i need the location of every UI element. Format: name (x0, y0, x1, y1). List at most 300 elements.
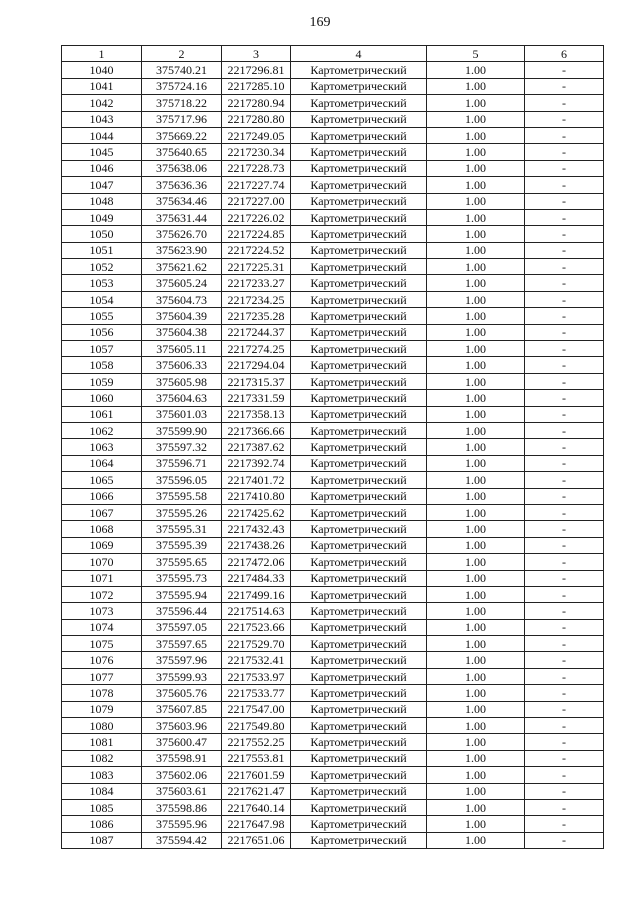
x-coordinate-cell: 375717.96 (142, 111, 222, 127)
method-cell: Картометрический (291, 570, 427, 586)
y-coordinate-cell: 2217285.10 (222, 78, 291, 94)
y-coordinate-cell: 2217294.04 (222, 357, 291, 373)
x-coordinate-cell: 375638.06 (142, 160, 222, 176)
method-cell: Картометрический (291, 603, 427, 619)
column-header: 5 (427, 46, 525, 62)
method-cell: Картометрический (291, 619, 427, 635)
note-cell: - (525, 78, 604, 94)
table-row (62, 832, 604, 848)
method-cell: Картометрический (291, 324, 427, 340)
note-cell: - (525, 832, 604, 848)
method-cell: Картометрический (291, 308, 427, 324)
method-cell: Картометрический (291, 127, 427, 143)
accuracy-cell: 1.00 (427, 341, 525, 357)
note-cell: - (525, 259, 604, 275)
table-header-row (62, 46, 604, 62)
table-row (62, 209, 604, 225)
x-coordinate-cell: 375607.85 (142, 701, 222, 717)
table-body (62, 62, 604, 849)
note-cell: - (525, 570, 604, 586)
method-cell: Картометрический (291, 537, 427, 553)
y-coordinate-cell: 2217227.74 (222, 177, 291, 193)
note-cell: - (525, 193, 604, 209)
y-coordinate-cell: 2217226.02 (222, 209, 291, 225)
table-row (62, 78, 604, 94)
x-coordinate-cell: 375724.16 (142, 78, 222, 94)
x-coordinate-cell: 375598.86 (142, 799, 222, 815)
table-row (62, 226, 604, 242)
accuracy-cell: 1.00 (427, 603, 525, 619)
method-cell: Картометрический (291, 160, 427, 176)
accuracy-cell: 1.00 (427, 832, 525, 848)
point-number-cell: 1041 (62, 78, 142, 94)
table-row (62, 734, 604, 750)
note-cell: - (525, 799, 604, 815)
note-cell: - (525, 554, 604, 570)
x-coordinate-cell: 375636.36 (142, 177, 222, 193)
accuracy-cell: 1.00 (427, 685, 525, 701)
note-cell: - (525, 291, 604, 307)
note-cell: - (525, 783, 604, 799)
accuracy-cell: 1.00 (427, 570, 525, 586)
note-cell: - (525, 537, 604, 553)
point-number-cell: 1059 (62, 373, 142, 389)
method-cell: Картометрический (291, 832, 427, 848)
point-number-cell: 1053 (62, 275, 142, 291)
column-header: 1 (62, 46, 142, 62)
table-row (62, 652, 604, 668)
table-row (62, 111, 604, 127)
point-number-cell: 1055 (62, 308, 142, 324)
accuracy-cell: 1.00 (427, 521, 525, 537)
table-row (62, 636, 604, 652)
point-number-cell: 1070 (62, 554, 142, 570)
table-row (62, 767, 604, 783)
note-cell: - (525, 750, 604, 766)
x-coordinate-cell: 375599.93 (142, 668, 222, 684)
note-cell: - (525, 668, 604, 684)
x-coordinate-cell: 375604.73 (142, 291, 222, 307)
note-cell: - (525, 504, 604, 520)
table-row (62, 177, 604, 193)
x-coordinate-cell: 375603.61 (142, 783, 222, 799)
y-coordinate-cell: 2217410.80 (222, 488, 291, 504)
x-coordinate-cell: 375595.39 (142, 537, 222, 553)
method-cell: Картометрический (291, 439, 427, 455)
accuracy-cell: 1.00 (427, 586, 525, 602)
accuracy-cell: 1.00 (427, 242, 525, 258)
y-coordinate-cell: 2217234.25 (222, 291, 291, 307)
y-coordinate-cell: 2217533.77 (222, 685, 291, 701)
x-coordinate-cell: 375604.38 (142, 324, 222, 340)
point-number-cell: 1063 (62, 439, 142, 455)
accuracy-cell: 1.00 (427, 275, 525, 291)
table-row (62, 816, 604, 832)
table-row (62, 242, 604, 258)
note-cell: - (525, 603, 604, 619)
method-cell: Картометрический (291, 668, 427, 684)
method-cell: Картометрический (291, 357, 427, 373)
method-cell: Картометрический (291, 341, 427, 357)
accuracy-cell: 1.00 (427, 308, 525, 324)
y-coordinate-cell: 2217296.81 (222, 62, 291, 78)
method-cell: Картометрический (291, 685, 427, 701)
table-row (62, 668, 604, 684)
y-coordinate-cell: 2217315.37 (222, 373, 291, 389)
accuracy-cell: 1.00 (427, 144, 525, 160)
point-number-cell: 1086 (62, 816, 142, 832)
note-cell: - (525, 160, 604, 176)
table-row (62, 619, 604, 635)
x-coordinate-cell: 375597.96 (142, 652, 222, 668)
coordinates-table (61, 45, 604, 849)
point-number-cell: 1077 (62, 668, 142, 684)
note-cell: - (525, 111, 604, 127)
point-number-cell: 1042 (62, 95, 142, 111)
accuracy-cell: 1.00 (427, 226, 525, 242)
method-cell: Картометрический (291, 586, 427, 602)
x-coordinate-cell: 375599.90 (142, 422, 222, 438)
x-coordinate-cell: 375595.65 (142, 554, 222, 570)
x-coordinate-cell: 375596.71 (142, 455, 222, 471)
note-cell: - (525, 275, 604, 291)
method-cell: Картометрический (291, 701, 427, 717)
note-cell: - (525, 767, 604, 783)
y-coordinate-cell: 2217224.52 (222, 242, 291, 258)
note-cell: - (525, 685, 604, 701)
x-coordinate-cell: 375597.32 (142, 439, 222, 455)
method-cell: Картометрический (291, 390, 427, 406)
accuracy-cell: 1.00 (427, 95, 525, 111)
accuracy-cell: 1.00 (427, 636, 525, 652)
point-number-cell: 1057 (62, 341, 142, 357)
x-coordinate-cell: 375740.21 (142, 62, 222, 78)
x-coordinate-cell: 375595.31 (142, 521, 222, 537)
point-number-cell: 1076 (62, 652, 142, 668)
table-row (62, 439, 604, 455)
x-coordinate-cell: 375601.03 (142, 406, 222, 422)
accuracy-cell: 1.00 (427, 455, 525, 471)
table-row (62, 390, 604, 406)
x-coordinate-cell: 375634.46 (142, 193, 222, 209)
note-cell: - (525, 701, 604, 717)
note-cell: - (525, 718, 604, 734)
method-cell: Картометрический (291, 111, 427, 127)
x-coordinate-cell: 375605.11 (142, 341, 222, 357)
method-cell: Картометрический (291, 816, 427, 832)
table-row (62, 422, 604, 438)
y-coordinate-cell: 2217358.13 (222, 406, 291, 422)
note-cell: - (525, 734, 604, 750)
y-coordinate-cell: 2217366.66 (222, 422, 291, 438)
x-coordinate-cell: 375631.44 (142, 209, 222, 225)
note-cell: - (525, 62, 604, 78)
x-coordinate-cell: 375626.70 (142, 226, 222, 242)
note-cell: - (525, 816, 604, 832)
note-cell: - (525, 652, 604, 668)
method-cell: Картометрический (291, 799, 427, 815)
method-cell: Картометрический (291, 275, 427, 291)
table-row (62, 291, 604, 307)
x-coordinate-cell: 375595.58 (142, 488, 222, 504)
table-row (62, 127, 604, 143)
accuracy-cell: 1.00 (427, 799, 525, 815)
note-cell: - (525, 488, 604, 504)
x-coordinate-cell: 375603.96 (142, 718, 222, 734)
y-coordinate-cell: 2217387.62 (222, 439, 291, 455)
point-number-cell: 1064 (62, 455, 142, 471)
y-coordinate-cell: 2217224.85 (222, 226, 291, 242)
x-coordinate-cell: 375596.05 (142, 472, 222, 488)
method-cell: Картометрический (291, 144, 427, 160)
point-number-cell: 1044 (62, 127, 142, 143)
accuracy-cell: 1.00 (427, 619, 525, 635)
note-cell: - (525, 209, 604, 225)
x-coordinate-cell: 375605.76 (142, 685, 222, 701)
method-cell: Картометрический (291, 95, 427, 111)
method-cell: Картометрический (291, 226, 427, 242)
table-row (62, 308, 604, 324)
accuracy-cell: 1.00 (427, 127, 525, 143)
point-number-cell: 1083 (62, 767, 142, 783)
y-coordinate-cell: 2217647.98 (222, 816, 291, 832)
accuracy-cell: 1.00 (427, 701, 525, 717)
method-cell: Картометрический (291, 291, 427, 307)
table-row (62, 718, 604, 734)
method-cell: Картометрический (291, 521, 427, 537)
accuracy-cell: 1.00 (427, 718, 525, 734)
accuracy-cell: 1.00 (427, 62, 525, 78)
point-number-cell: 1085 (62, 799, 142, 815)
accuracy-cell: 1.00 (427, 406, 525, 422)
table-row (62, 373, 604, 389)
table-row (62, 193, 604, 209)
point-number-cell: 1047 (62, 177, 142, 193)
point-number-cell: 1056 (62, 324, 142, 340)
x-coordinate-cell: 375595.26 (142, 504, 222, 520)
accuracy-cell: 1.00 (427, 554, 525, 570)
method-cell: Картометрический (291, 455, 427, 471)
y-coordinate-cell: 2217532.41 (222, 652, 291, 668)
x-coordinate-cell: 375594.42 (142, 832, 222, 848)
accuracy-cell: 1.00 (427, 291, 525, 307)
x-coordinate-cell: 375595.73 (142, 570, 222, 586)
table-row (62, 586, 604, 602)
x-coordinate-cell: 375604.63 (142, 390, 222, 406)
table-row (62, 275, 604, 291)
accuracy-cell: 1.00 (427, 504, 525, 520)
x-coordinate-cell: 375605.24 (142, 275, 222, 291)
y-coordinate-cell: 2217547.00 (222, 701, 291, 717)
accuracy-cell: 1.00 (427, 668, 525, 684)
point-number-cell: 1040 (62, 62, 142, 78)
point-number-cell: 1074 (62, 619, 142, 635)
accuracy-cell: 1.00 (427, 537, 525, 553)
table-row (62, 504, 604, 520)
point-number-cell: 1067 (62, 504, 142, 520)
point-number-cell: 1051 (62, 242, 142, 258)
point-number-cell: 1060 (62, 390, 142, 406)
y-coordinate-cell: 2217472.06 (222, 554, 291, 570)
table-row (62, 341, 604, 357)
y-coordinate-cell: 2217484.33 (222, 570, 291, 586)
point-number-cell: 1054 (62, 291, 142, 307)
x-coordinate-cell: 375604.39 (142, 308, 222, 324)
point-number-cell: 1061 (62, 406, 142, 422)
point-number-cell: 1068 (62, 521, 142, 537)
accuracy-cell: 1.00 (427, 324, 525, 340)
accuracy-cell: 1.00 (427, 767, 525, 783)
point-number-cell: 1082 (62, 750, 142, 766)
y-coordinate-cell: 2217549.80 (222, 718, 291, 734)
table-row (62, 324, 604, 340)
note-cell: - (525, 95, 604, 111)
method-cell: Картометрический (291, 767, 427, 783)
accuracy-cell: 1.00 (427, 652, 525, 668)
column-header: 3 (222, 46, 291, 62)
method-cell: Картометрический (291, 406, 427, 422)
x-coordinate-cell: 375595.94 (142, 586, 222, 602)
note-cell: - (525, 226, 604, 242)
accuracy-cell: 1.00 (427, 177, 525, 193)
accuracy-cell: 1.00 (427, 78, 525, 94)
point-number-cell: 1046 (62, 160, 142, 176)
y-coordinate-cell: 2217280.94 (222, 95, 291, 111)
table-row (62, 472, 604, 488)
accuracy-cell: 1.00 (427, 390, 525, 406)
method-cell: Картометрический (291, 718, 427, 734)
point-number-cell: 1049 (62, 209, 142, 225)
table-row (62, 685, 604, 701)
table-row (62, 783, 604, 799)
point-number-cell: 1071 (62, 570, 142, 586)
accuracy-cell: 1.00 (427, 357, 525, 373)
method-cell: Картометрический (291, 242, 427, 258)
table-row (62, 554, 604, 570)
note-cell: - (525, 422, 604, 438)
y-coordinate-cell: 2217225.31 (222, 259, 291, 275)
x-coordinate-cell: 375606.33 (142, 357, 222, 373)
table-row (62, 701, 604, 717)
y-coordinate-cell: 2217227.00 (222, 193, 291, 209)
y-coordinate-cell: 2217432.43 (222, 521, 291, 537)
y-coordinate-cell: 2217621.47 (222, 783, 291, 799)
note-cell: - (525, 341, 604, 357)
method-cell: Картометрический (291, 488, 427, 504)
point-number-cell: 1081 (62, 734, 142, 750)
accuracy-cell: 1.00 (427, 816, 525, 832)
note-cell: - (525, 144, 604, 160)
table-row (62, 406, 604, 422)
y-coordinate-cell: 2217392.74 (222, 455, 291, 471)
accuracy-cell: 1.00 (427, 373, 525, 389)
point-number-cell: 1078 (62, 685, 142, 701)
point-number-cell: 1048 (62, 193, 142, 209)
method-cell: Картометрический (291, 209, 427, 225)
y-coordinate-cell: 2217249.05 (222, 127, 291, 143)
point-number-cell: 1073 (62, 603, 142, 619)
note-cell: - (525, 242, 604, 258)
x-coordinate-cell: 375640.65 (142, 144, 222, 160)
table-row (62, 570, 604, 586)
method-cell: Картометрический (291, 259, 427, 275)
note-cell: - (525, 324, 604, 340)
column-header: 4 (291, 46, 427, 62)
y-coordinate-cell: 2217235.28 (222, 308, 291, 324)
accuracy-cell: 1.00 (427, 472, 525, 488)
method-cell: Картометрический (291, 373, 427, 389)
point-number-cell: 1050 (62, 226, 142, 242)
note-cell: - (525, 357, 604, 373)
x-coordinate-cell: 375597.05 (142, 619, 222, 635)
y-coordinate-cell: 2217233.27 (222, 275, 291, 291)
x-coordinate-cell: 375595.96 (142, 816, 222, 832)
table-row (62, 488, 604, 504)
table-row (62, 357, 604, 373)
x-coordinate-cell: 375621.62 (142, 259, 222, 275)
x-coordinate-cell: 375669.22 (142, 127, 222, 143)
method-cell: Картометрический (291, 472, 427, 488)
point-number-cell: 1069 (62, 537, 142, 553)
y-coordinate-cell: 2217230.34 (222, 144, 291, 160)
method-cell: Картометрический (291, 177, 427, 193)
point-number-cell: 1062 (62, 422, 142, 438)
point-number-cell: 1066 (62, 488, 142, 504)
table-row (62, 62, 604, 78)
note-cell: - (525, 373, 604, 389)
x-coordinate-cell: 375605.98 (142, 373, 222, 389)
point-number-cell: 1043 (62, 111, 142, 127)
x-coordinate-cell: 375718.22 (142, 95, 222, 111)
note-cell: - (525, 619, 604, 635)
method-cell: Картометрический (291, 422, 427, 438)
method-cell: Картометрический (291, 62, 427, 78)
point-number-cell: 1075 (62, 636, 142, 652)
point-number-cell: 1079 (62, 701, 142, 717)
x-coordinate-cell: 375597.65 (142, 636, 222, 652)
point-number-cell: 1045 (62, 144, 142, 160)
accuracy-cell: 1.00 (427, 259, 525, 275)
y-coordinate-cell: 2217601.59 (222, 767, 291, 783)
table-row (62, 750, 604, 766)
method-cell: Картометрический (291, 554, 427, 570)
table-row (62, 455, 604, 471)
y-coordinate-cell: 2217499.16 (222, 586, 291, 602)
note-cell: - (525, 390, 604, 406)
y-coordinate-cell: 2217514.63 (222, 603, 291, 619)
x-coordinate-cell: 375602.06 (142, 767, 222, 783)
y-coordinate-cell: 2217280.80 (222, 111, 291, 127)
y-coordinate-cell: 2217552.25 (222, 734, 291, 750)
y-coordinate-cell: 2217425.62 (222, 504, 291, 520)
x-coordinate-cell: 375596.44 (142, 603, 222, 619)
x-coordinate-cell: 375600.47 (142, 734, 222, 750)
point-number-cell: 1080 (62, 718, 142, 734)
column-header: 2 (142, 46, 222, 62)
method-cell: Картометрический (291, 636, 427, 652)
accuracy-cell: 1.00 (427, 209, 525, 225)
y-coordinate-cell: 2217228.73 (222, 160, 291, 176)
method-cell: Картометрический (291, 652, 427, 668)
accuracy-cell: 1.00 (427, 422, 525, 438)
y-coordinate-cell: 2217523.66 (222, 619, 291, 635)
x-coordinate-cell: 375623.90 (142, 242, 222, 258)
note-cell: - (525, 521, 604, 537)
x-coordinate-cell: 375598.91 (142, 750, 222, 766)
accuracy-cell: 1.00 (427, 488, 525, 504)
note-cell: - (525, 308, 604, 324)
table-row (62, 160, 604, 176)
